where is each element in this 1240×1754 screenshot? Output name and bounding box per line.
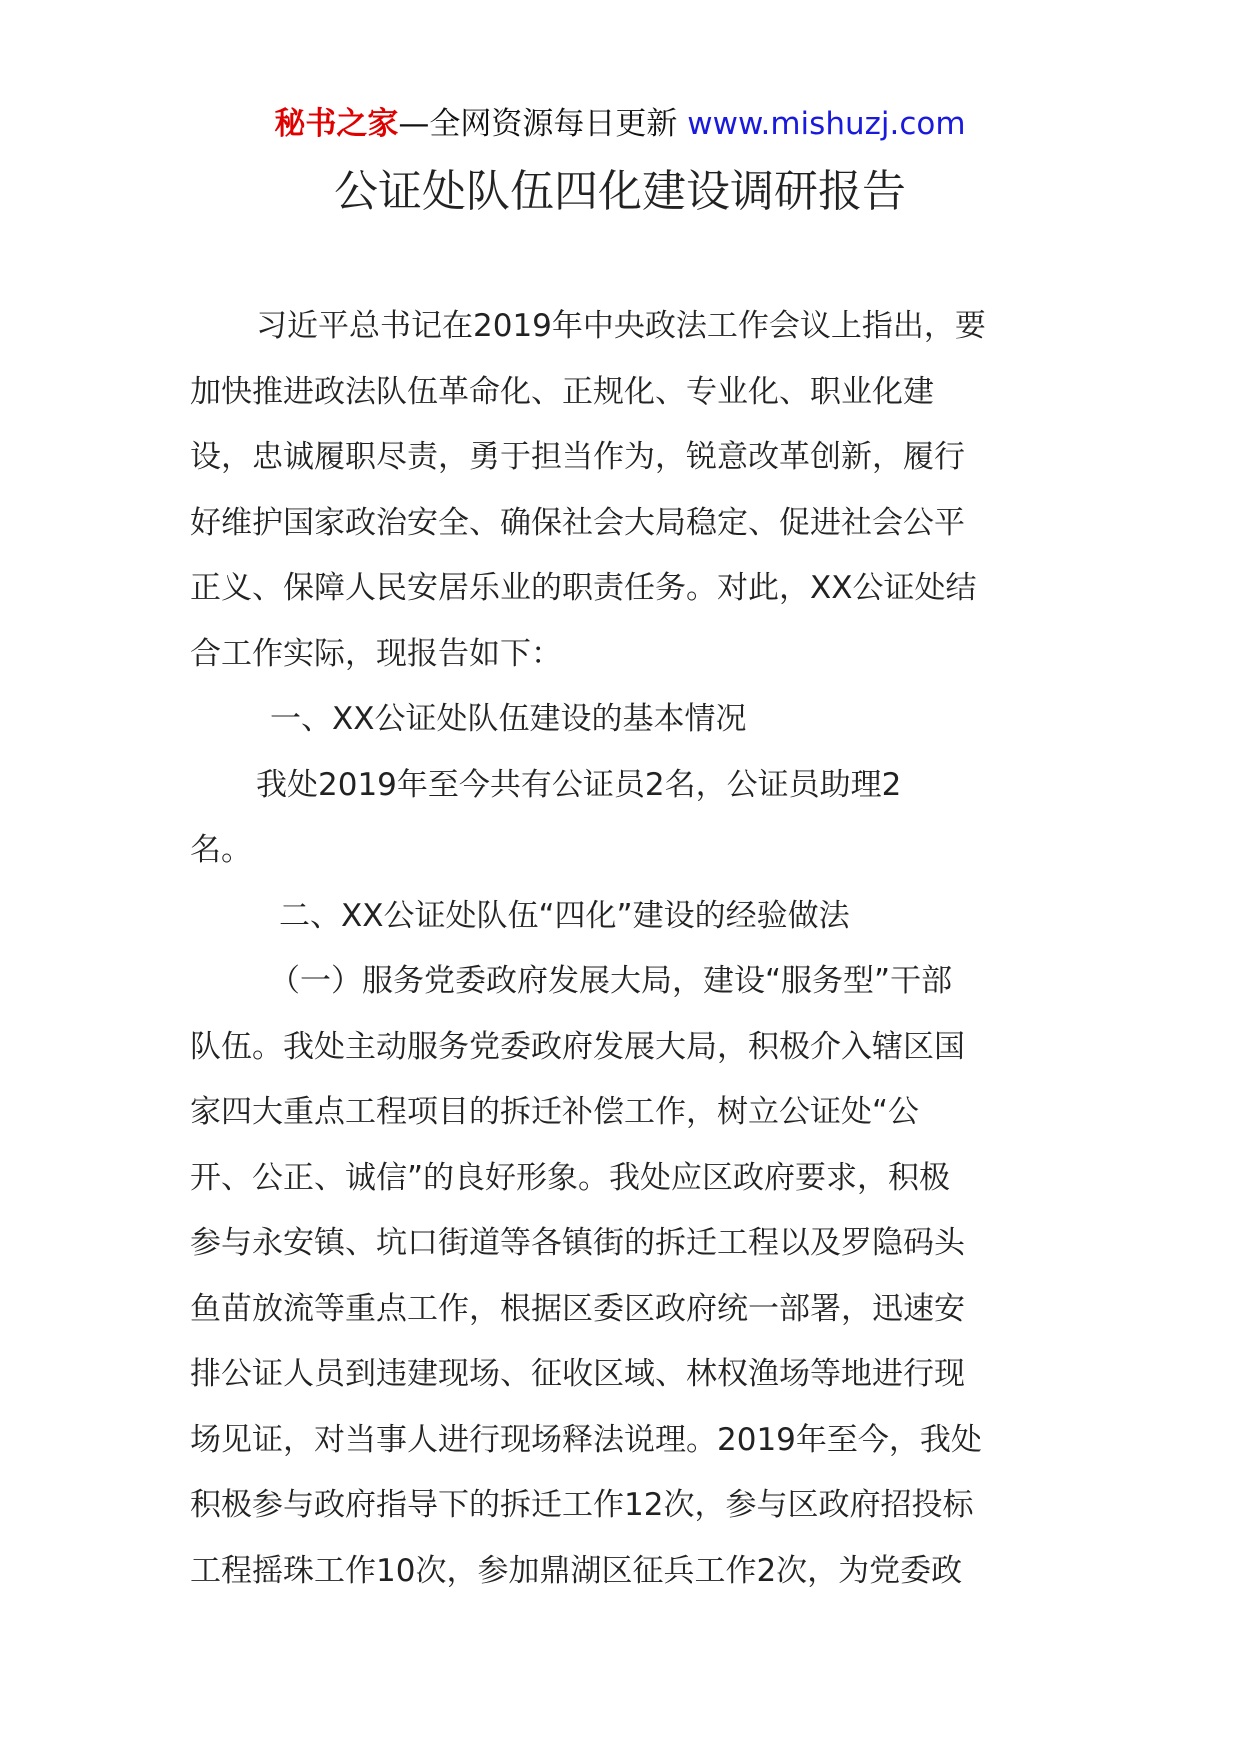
section-heading: 二、XX公证处队伍“四化”建设的经验做法 xyxy=(279,897,850,934)
paragraph-line: 开、公正、诚信”的良好形象。我处应区政府要求，积极 xyxy=(190,1159,951,1196)
brand-name: 秘书之家 xyxy=(274,106,399,142)
paragraph-line: 正义、保障人民安居乐业的职责任务。对此，XX公证处结 xyxy=(190,570,977,606)
paragraph-line: 工程摇珠工作10次，参加鼎湖区征兵工作2次，为党委政 xyxy=(190,1552,963,1589)
banner-slogan: —全网资源每日更新 xyxy=(398,106,678,142)
paragraph-line: 积极参与政府指导下的拆迁工作12次，参与区政府招投标 xyxy=(190,1487,974,1523)
paragraph-line: 排公证人员到违建现场、征收区域、林权渔场等地进行现 xyxy=(190,1356,965,1392)
paragraph-line: 队伍。我处主动服务党委政府发展大局，积极介入辖区国 xyxy=(190,1028,965,1065)
paragraph-line: 场见证，对当事人进行现场释法说理。2019年至今，我处 xyxy=(190,1421,982,1458)
subsection-heading: （一）服务党委政府发展大局，建设“服务型”干部 xyxy=(269,963,953,999)
document-body xyxy=(190,294,1060,1604)
paragraph-line: 参与永安镇、坑口街道等各镇街的拆迁工程以及罗隐码头 xyxy=(190,1225,965,1261)
paragraph-line: 鱼苗放流等重点工作，根据区委区政府统一部署，迅速安 xyxy=(190,1290,965,1327)
paragraph-line: 习近平总书记在2019年中央政法工作会议上指出，要 xyxy=(256,308,986,344)
paragraph-line: 名。 xyxy=(190,832,252,868)
paragraph-line: 好维护国家政治安全、确保社会大局稳定、促进社会公平 xyxy=(190,504,965,541)
section-heading: 一、XX公证处队伍建设的基本情况 xyxy=(270,701,747,737)
site-url-link[interactable]: www.mishuzj.com xyxy=(687,106,966,142)
paragraph-line: 家四大重点工程项目的拆迁补偿工作，树立公证处“公 xyxy=(190,1094,920,1130)
paragraph-line: 我处2019年至今共有公证员2名，公证员助理2 xyxy=(256,766,902,803)
site-banner xyxy=(0,100,1240,148)
paragraph-line: 加快推进政法队伍革命化、正规化、专业化、职业化建 xyxy=(190,373,934,410)
paragraph-line: 设，忠诚履职尽责，勇于担当作为，锐意改革创新，履行 xyxy=(190,439,965,475)
document-title: 公证处队伍四化建设调研报告 xyxy=(334,166,906,217)
paragraph-line: 合工作实际，现报告如下： xyxy=(190,635,562,672)
